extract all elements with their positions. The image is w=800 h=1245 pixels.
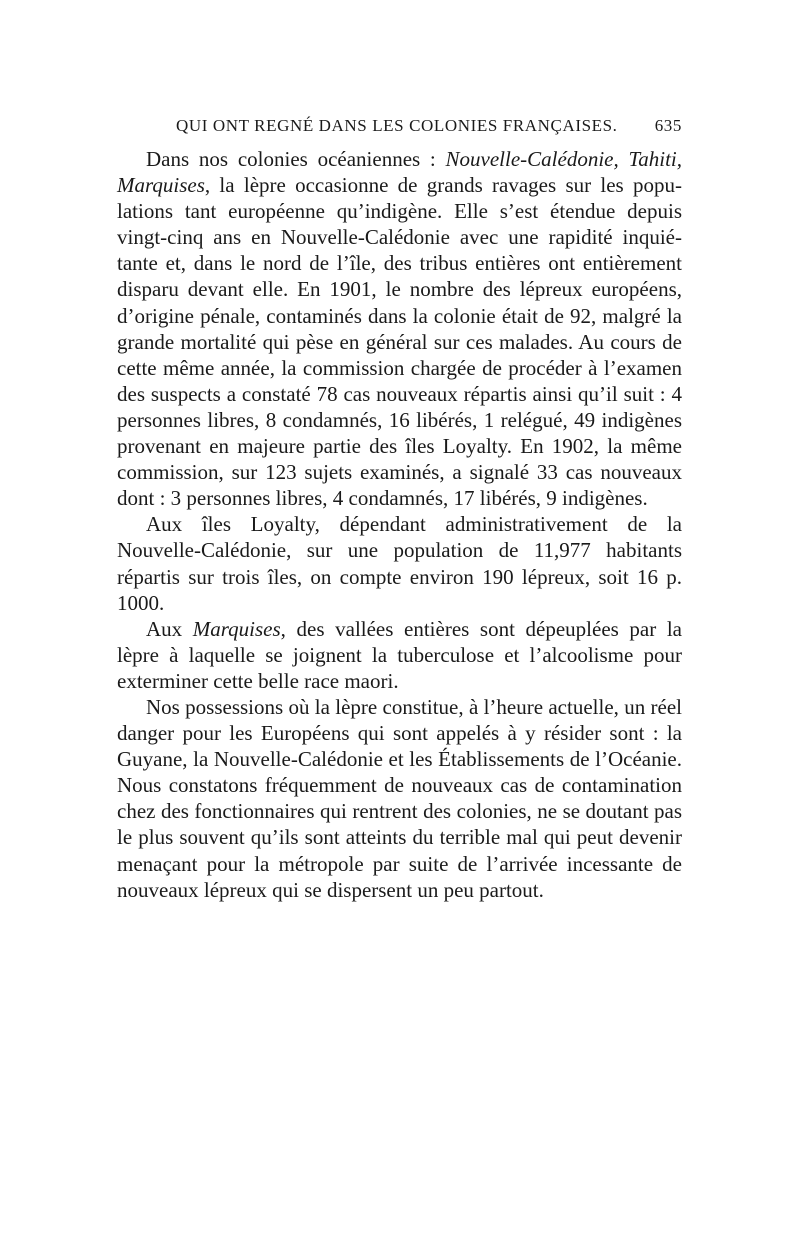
page-number: 635 (654, 116, 682, 135)
paragraph (117, 511, 682, 615)
italic-text-run: Nouvelle-Calédonie, Tahiti, Marquises (117, 147, 682, 198)
running-head (170, 116, 682, 140)
text-run: , des vallées entières sont dépeuplées par la lèpre à laquelle se joignent la tuberculose et l’alcoolisme pour exterminer cette belle race maori. (117, 616, 682, 693)
paragraph (117, 616, 682, 694)
italic-text-run: Marquises (192, 616, 281, 641)
text-run: Nos possessions où la lèpre constitue, à l’heure actuelle, un réel danger pour les Européens qui sont appelés à y résider sont : la Guyane, la Nouvelle-Calédonie et les Établissements de l’Océanie. Nous constatons fréquemment de nouveaux cas de contamination chez des fonctionnaires qui rentrent des colonies, ne se doutant pas le plus souvent qu’ils sont atteints du terrible mal qui peut devenir menaçant pour la métropole par suite de l’arrivée incessante de nouveaux lépreux qui se dispersent un peu partout. (117, 694, 682, 902)
text-run: , la lèpre occasionne de grands ravages sur les populations tant européenne qu’indigène. Elle s’est étendue depuis vingt-cinq ans en Nouvelle-Calédonie avec une rapidité inquiétante et, dans le nord de l’île, des tribus entières ont entièrement disparu devant elle. En 1901, le nombre des lépreux européens, d’origine pénale, contaminés dans la colonie était de 92, malgré la grande mortalité qui pèse en général sur ces malades. Au cours de cette même année, la commission chargée de procéder à l’examen des suspects a constaté 78 cas nouveaux répartis ainsi qu’il suit : 4 personnes libres, 8 condamnés, 16 libérés, 1 relégué, 49 indigènes provenant en majeure partie des îles Loyalty. En 1902, la même commission, sur 123 sujets examinés, a signalé 33 cas nouveaux dont : 3 personnes libres, 4 condamnés, 17 libérés, 9 indigènes. (117, 173, 682, 511)
text-run: Aux (146, 616, 193, 641)
text-run: Aux îles Loyalty, dépendant administrativement de la Nouvelle-Calédonie, sur une population de 11,977 habitants répartis sur trois îles, on compte environ 190 lépreux, soit 16 p. 1000. (117, 512, 682, 615)
paragraph (117, 694, 682, 903)
running-title: QUI ONT REGNÉ DANS LES COLONIES FRANÇAISES. (176, 116, 618, 135)
text-run: Dans nos colonies océaniennes : (146, 147, 446, 171)
paragraph (117, 146, 682, 511)
body-text (117, 146, 682, 903)
